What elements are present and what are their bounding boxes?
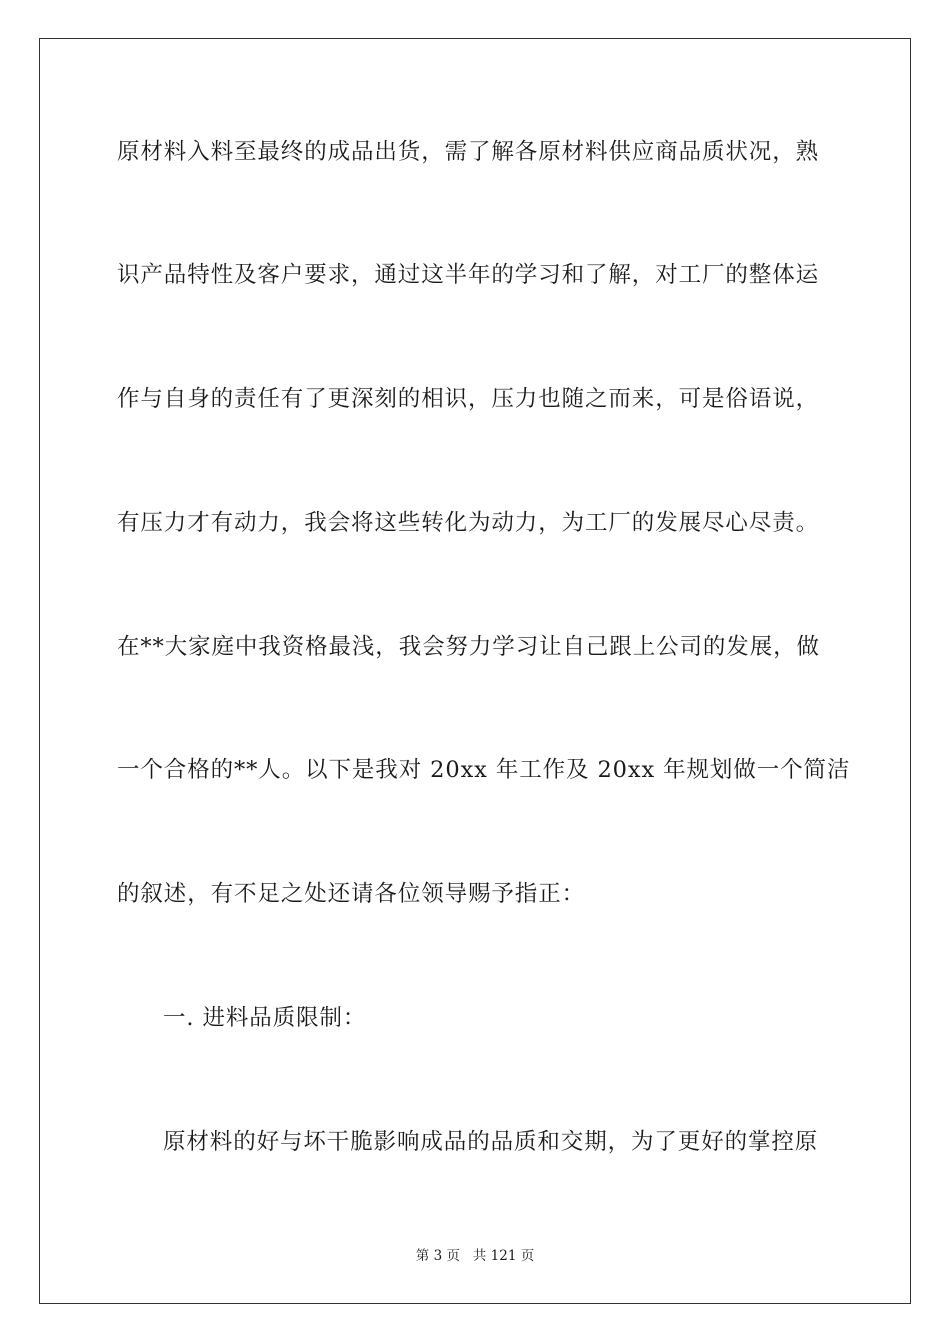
page-footer	[0, 1247, 950, 1265]
body-text-line: 识产品特性及客户要求，通过这半年的学习和了解，对工厂的整体运	[117, 262, 820, 288]
body-text-line: 作与自身的责任有了更深刻的相识，压力也随之而来，可是俗语说，	[117, 386, 820, 412]
body-text-line: 有压力才有动力，我会将这些转化为动力，为工厂的发展尽心尽责。	[117, 510, 820, 536]
page-total: 共 121 页	[472, 1248, 535, 1264]
page-number: 第 3 页	[415, 1248, 460, 1264]
section-heading: 一. 进料品质限制：	[163, 1005, 367, 1031]
body-text-line: 原材料入料至最终的成品出货，需了解各原材料供应商品质状况，熟	[117, 139, 820, 165]
body-text-line: 的叙述，有不足之处还请各位领导赐予指正：	[117, 881, 586, 907]
body-text-line: 一个合格的**人。以下是我对 20xx 年工作及 20xx 年规划做一个简洁	[117, 757, 851, 783]
body-text-line: 在**大家庭中我资格最浅，我会努力学习让自己跟上公司的发展，做	[117, 634, 820, 660]
page-border	[39, 38, 911, 1304]
body-text-line: 原材料的好与坏干脆影响成品的品质和交期，为了更好的掌控原	[163, 1129, 819, 1155]
